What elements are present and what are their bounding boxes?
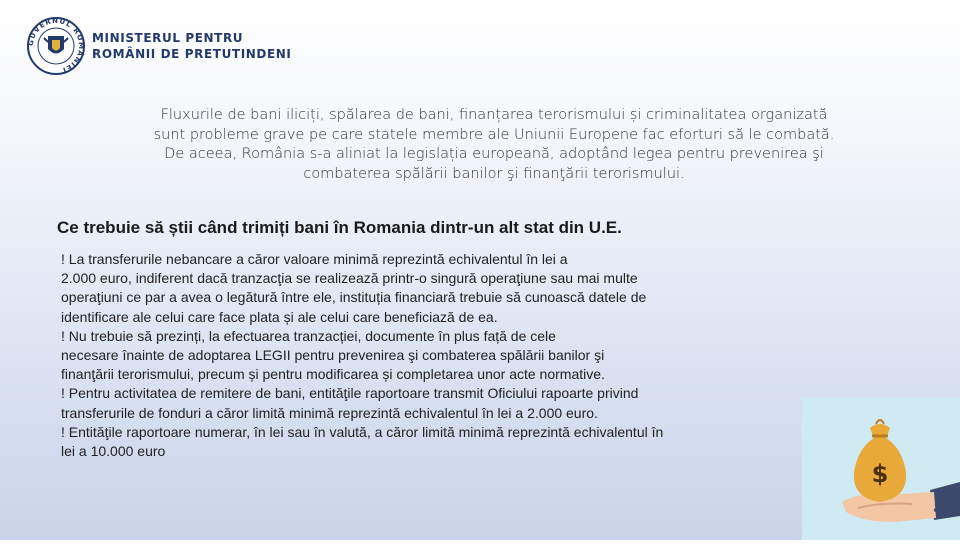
money-bag-illustration: [802, 398, 960, 540]
intro-line: De aceea, România s-a aliniat la legislația europeană, adoptând legea pentru prevenirea şi: [164, 146, 824, 162]
body-line: ! Nu trebuie să prezinți, la efectuarea tranzacției, documente în plus față de cele: [61, 327, 556, 344]
ministry-name-line1: MINISTERUL PENTRU: [92, 31, 244, 45]
government-emblem-icon: [26, 16, 86, 76]
ministry-name: [92, 30, 291, 62]
intro-line: Fluxurile de bani iliciți, spălarea de bani, finanțarea terorismului și criminalitatea organizată: [160, 107, 828, 123]
intro-line: sunt probleme grave pe care statele membre ale Uniunii Europene fac eforturi să le combată.: [153, 126, 835, 143]
emblem-ring-text: GUVERNUL ROMÂNIEI: [26, 16, 86, 75]
body-line: ! La transferurile nebancare a căror valoare minimă reprezintă echivalentul în lei a: [61, 251, 568, 267]
section-heading: Ce trebuie să știi când trimiți bani în Romania dintr-un alt stat din U.E.: [57, 218, 622, 237]
section-body: [61, 250, 751, 461]
intro-line: combaterea spălării banilor şi finanţării terorismului.: [303, 165, 685, 182]
dollar-sign: $: [871, 460, 889, 488]
body-line: lei a 10.000 euro: [61, 443, 166, 460]
body-line: operaţiuni ce par a avea o legătură între ele, instituția financiară trebuie să cunoască datele de: [61, 289, 647, 306]
ministry-header: [26, 16, 291, 76]
body-line: finanţării terorismului, precum și pentru modificarea și completarea unor acte normative.: [61, 366, 605, 383]
ministry-name-line2: ROMÂNII DE PRETUTINDENI: [92, 47, 292, 61]
body-line: ! Entităţile raportoare numerar, în lei sau în valută, a căror limită minimă reprezintă echivalentul în: [61, 423, 664, 440]
intro-paragraph: [120, 106, 868, 184]
money-bag-in-hand-icon: [802, 398, 960, 540]
body-line: transferurile de fonduri a căror limită minimă reprezintă echivalentul în lei a 2.000 euro.: [61, 404, 598, 421]
body-line: ! Pentru activitatea de remitere de bani, entităţile raportoare transmit Oficiului rapoarte privind: [61, 385, 639, 402]
body-line: identificare ale celui care face plata și ale celui care beneficiază de ea.: [61, 308, 498, 325]
body-line: 2.000 euro, indiferent dacă tranzacţia se realizează printr-o singură operaţiune sau mai multe: [61, 270, 638, 287]
body-line: necesare înainte de adoptarea LEGII pentru prevenirea şi combaterea spălării banilor şi: [61, 347, 605, 364]
